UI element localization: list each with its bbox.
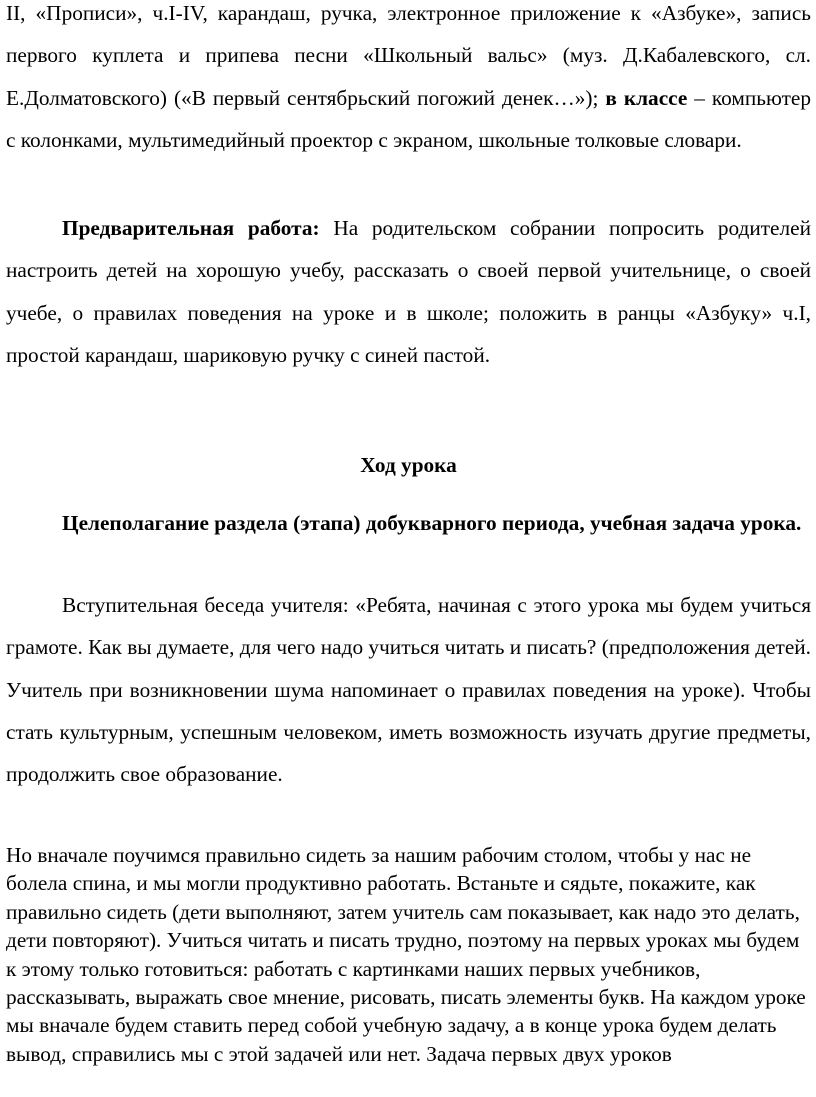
materials-text: II, «Прописи», ч.I-IV, карандаш, ручка, электронное приложение к «Азбуке», запись первого куплета и припева песни «Школьный вальс» (муз. Д.Кабалевского, сл. Е.Долматовского) («В первый сентябрьский погожий денек…»); (6, 1, 811, 110)
preparation-paragraph (6, 207, 811, 376)
goal-setting-subheading: Целеполагание раздела (этапа) добукварного периода, учебная задача урока. (62, 511, 802, 535)
preparation-label: Предварительная работа: (62, 216, 320, 240)
intro-conversation-paragraph: Вступительная беседа учителя: «Ребята, начиная с этого урока мы будем учиться грамоте. Как вы думаете, для чего надо учиться читать и писать? (предположения детей. Учитель при возникновении шума напоминает о правилах поведения на уроке). Чтобы стать культурным, успешным человеком, иметь возможность изучать другие предметы, продолжить свое образование. (6, 593, 811, 787)
lesson-heading: Ход урока (360, 453, 457, 477)
in-class-label: в классе (605, 85, 688, 110)
seating-paragraph: Но вначале поучимся правильно сидеть за нашим рабочим столом, чтобы у нас не болела спина, и мы могли продуктивно работать. Встаньте и сядьте, покажите, как правильно сидеть (дети выполняют, затем учитель сам показывает, как надо это делать, дети повторяют). Учиться читать и писать трудно, поэтому на первых уроках мы будем к этому только готовиться: работать с картинками наших первых учебников, рассказывать, выражать свое мнение, рисовать, писать элементы букв. На каждом уроке мы вначале будем ставить перед собой учебную задачу, а в конце урока будем делать вывод, справились мы с этой задачей или нет. Задача первых двух уроков (6, 843, 806, 1066)
in-class-text: – компьютер с колонками, мультимедийный проектор с экраном, школьные толковые словари. (6, 85, 812, 152)
preparation-text: На родительском собрании попросить родителей настроить детей на хорошую учебу, рассказать о своей первой учительнице, о своей учебе, о правилах поведения на уроке и в школе; положить в ранцы «Азбуку» ч.I, простой карандаш, шариковую ручку с синей пастой. (6, 216, 811, 367)
materials-paragraph (6, 0, 811, 161)
